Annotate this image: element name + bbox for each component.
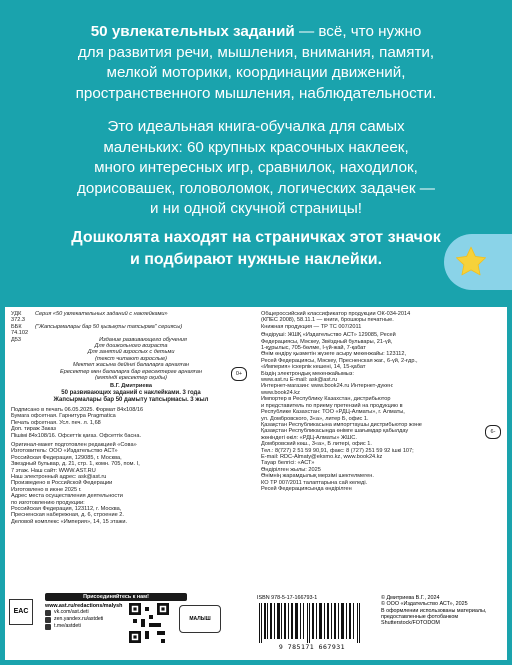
imprint-line: Импортер в Республику Казахстан, дистрибьютор [261,396,391,403]
barcode-block [257,595,367,657]
udk-row [11,311,251,324]
hint-line: Дошколята находят на страничках этот значок [71,229,441,246]
audience-line: Ересектер мен балаларға бар ересектерге арналған [60,368,202,375]
intro-paragraph [0,22,512,104]
imprint-line: E-mail: RDC-Almaty@eksmo.kz, www.book24.kz [261,453,383,460]
imprint-line: (КПЕС 2008), 58.11.1 — книги, брошюры печатные. [261,317,394,324]
imprint-line: Подписано в печать 06.05.2025. Формат 84х108/16 [11,406,144,413]
telegram-icon [45,624,51,630]
audience-line: Мектеп жасына дейінгі балаларға арналған [72,362,190,369]
imprint-line: Общероссийский классификатор продукции ОК-034-2014 [261,311,411,317]
imprint-line: Звездный бульвар, д. 21, стр. 1, комн. 705, пом. I, [11,461,140,468]
book-title: 50 развивающих заданий с наклейками. 3 года [61,389,201,396]
imprint-line: Тел.: 8(727) 2 51 59 90,91, факс: 8 (727) 251 59 92 ішкі 107; [261,447,414,454]
intro-line: пространственного мышления, наблюдательности. [75,84,437,102]
imprint-line: Наш электронный адрес: ask@ast.ru [11,473,107,480]
imprint-line: Пішімі 84х108/16. Офсеттік қағаз. Офсеттік басна. [11,432,142,439]
imprint-left-column [11,311,251,525]
barcode-icon [257,603,363,643]
audience-line: (мәтінді ересектер оқиды) [95,375,167,382]
udk-value: Издание развивающего обучения [99,336,187,343]
imprint-line: Оригинал-макет подготовлен редакцией «Сова» [11,441,137,448]
sticker-hint [0,227,512,270]
zen-icon [45,617,51,623]
audience-line: Для занятий взрослых с детьми [87,349,175,356]
imprint-line: по изготовлению продукции: [11,499,85,506]
imprint-line: Деловой комплекс «Империя», 14, 15 этажи. [11,518,128,525]
imprint-line: ул. Домбровского, 3«а», литер Б, офис 1. [261,415,369,422]
isbn-number: ISBN 978-5-17-166793-1 [257,595,318,601]
imprint-line: Произведено в Российской Федерации [11,480,113,487]
imprint-line: Республике Казахстан: ТОО «РДЦ-Алматы», г. Алматы, [261,409,405,416]
imprint-line: Өндіруші: ЖШҚ «Издательство АСТ» 129085, Ресей [261,332,396,339]
imprint-line: Федерациясы, Мәскеу, Звёздный бульвары, 21-үй, [261,338,393,345]
book-title-kz: Жапсырмалары бар 50 дамыту тапсырмасы. 3 жыл [53,396,209,403]
imprint-line: Қазақстан Республикасында өнімге шағымдар қабылдау [261,428,409,435]
social-link-label: t.me/astdeti [54,623,81,629]
imprint-line: Өнімнің жарамдылық мерзімі шектелмеген. [261,473,374,480]
imprint-line: 1-құрылыс, 705-бөлме, І-үй-жай, 7-қабат [261,345,366,352]
imprint-line: «Империя» іскерлік кешені, 14, 15-қабат [261,364,366,371]
description-paragraph [0,117,512,220]
imprint-line: и представитель по приему претензий на продукцию в [261,402,403,409]
udk-key: ББК 74.102 [11,323,29,337]
imprint-line: www.ast.ru E-mail: ask@ast.ru [261,377,338,384]
qr-code-icon [129,603,169,643]
intro-line: для развития речи, мышления, внимания, памяти, [77,43,435,61]
copyright-line: © ООО «Издательство АСТ», 2025 [381,601,468,608]
author-name: В.Г. Дмитриева [110,383,152,390]
imprint-line: Өндірілген жылы: 2025 [261,466,321,473]
intro-bold: 50 увлекательных заданий [90,23,295,40]
audience-line: (текст читают взрослые) [94,355,168,362]
imprint-line: Біздің электрондық мекенжайымыз: [261,370,354,377]
imprint-line: Қазақстан Республикасына импорттаушы дистрибьютор және [261,421,422,428]
audience-line: Для дошкольного возраста [94,343,168,350]
age-rating-badge-right: 6- [485,425,501,439]
imprint-line: Российская Федерация, 123112, г. Москва, [11,505,122,512]
desc-line: много интересных игр, сравнилок, находилок, [94,159,418,176]
hint-line: и подбирают нужные наклейки. [129,250,383,268]
intro-line: мелкой моторики, координации движений, [106,64,406,81]
back-cover-top [0,0,512,305]
imprint-line: Доп. тираж Заказ [11,426,56,433]
udk-value: Серия «50 увлекательных заданий с наклейками» [35,311,168,317]
age-rating-badge: 0+ [231,367,247,381]
intro-line: — всё, что нужно [294,23,422,40]
social-link-label: zen.yandex.ru/astdeti [54,616,104,622]
imprint-line: Домбровский көш., 3«а», Б литері, офис 1. [261,441,372,448]
imprint-line: Тауар белгісі: «АСТ» [261,460,315,467]
eac-mark-icon: EAC [9,599,33,625]
copyright-line: предоставленные фотобанком [381,613,459,620]
udk-row [11,324,251,337]
social-title: Присоединяйтесь к нам! [45,593,187,601]
imprint-line: Интернет-магазин: www.book24.ru Интернет-дүкен: [261,383,394,390]
imprint-line: Печать офсетная. Усл. печ. л. 1,68 [11,419,101,426]
bottom-strip [5,591,507,660]
imprint-line: www.book24.kz [261,389,300,396]
desc-line: Это идеальная книга-обучалка для самых [107,118,405,135]
imprint-line: Ресей Федерациясы, Мәскеу, Пресненская жаг., 6-үй, 2-ғдр., [261,357,418,364]
social-link-label: vk.com/ast.deti [54,609,89,615]
imprint-line: Ресей Федерациясында өндірілген [261,485,352,492]
imprint-line: КО ТР 007/2011 талаптарына сай келеді. [261,479,368,486]
imprint-line: Изготовлено в июне 2025 г. [11,486,82,493]
copyright-line: В оформлении использованы материалы, [381,607,487,614]
imprint-line: Российская Федерация, 129085, г. Москва, [11,454,122,461]
imprint-line: Адрес места осуществления деятельности [11,493,123,500]
malysh-logo: МАЛЫШ [179,605,221,633]
imprint-line: Бумага офсетная. Гарнитура Pragmatica [11,413,116,420]
copyright-line: © Дмитриева В.Г., 2024 [381,595,440,601]
vk-icon [45,610,51,616]
imprint-line: 7 этаж. Наш сайт: WWW.AST.RU [11,467,96,474]
desc-line: дорисовашек, головоломок, логических задачек — [77,179,435,197]
copyright-line: Shutterstock/FOTODOM [381,620,440,627]
imprint-line: Книжная продукция — ТР ТС 007/2011 [261,323,362,330]
copyright-block [381,595,503,626]
udk-key: Д53 [11,336,22,343]
imprint-line: Изготовитель: ООО «Издательство АСТ» [11,448,118,455]
barcode-number: 9 785171 667931 [278,643,346,651]
desc-line: и ни одной скучной страницы! [150,200,362,217]
udk-key: УДК 372.3 [11,311,25,324]
imprint-panel [5,307,507,660]
star-icon [454,245,488,279]
udk-value: ("Жапсырмалары бар 50 қызықты тапсырма" сериясы) [35,323,183,330]
imprint-right-column [261,311,501,492]
imprint-line: Өнім өндіру қызметін жүзеге асыру мекенжайы: 123112, [261,351,407,358]
desc-line: маленьких: 60 крупных красочных наклеек, [103,138,409,156]
imprint-line: жөніндегі өкіл: «РДЦ-Алматы» ЖШС. [261,434,357,441]
imprint-line: Пресненская набережная, д. 6, строение 2. [11,512,124,519]
social-url-link[interactable]: www.ast.ru/redactions/malysh [45,603,123,609]
